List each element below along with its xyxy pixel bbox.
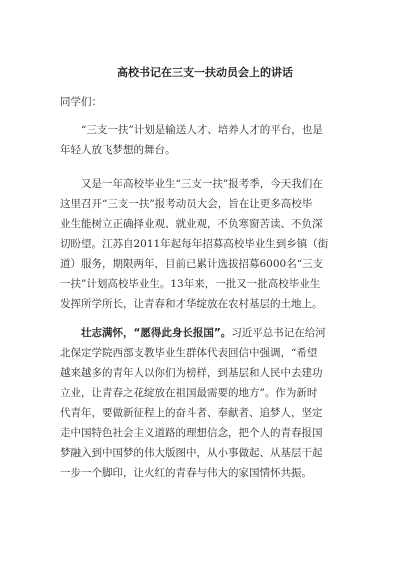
paragraph-line: 梦融入到中国梦的伟大版图中，从小事做起、从基层干起 (60, 447, 323, 459)
paragraph-lead-heading: 壮志满怀，“愿得此身长报国”。 (60, 327, 232, 339)
paragraph-line: 立业，让青春之花绽放在祖国最需要的地方”。作为新时 (60, 387, 318, 399)
paragraph-line (60, 323, 352, 343)
paragraph-line: 发挥所学所长，让青春和才华绽放在农村基层的土地上。 (60, 298, 323, 310)
paragraph-line: 一扶”计划高校毕业生。13年来，一批又一批高校毕业生 (60, 278, 321, 290)
paragraph-line: 代青年，要做新征程上的奋斗者、奉献者、追梦人，坚定 (60, 407, 323, 419)
paragraph-line: 切盼望。江苏自2011年起每年招募高校毕业生到乡镇（街 (60, 238, 329, 250)
paragraph-line: 北保定学院西部支教毕业生群体代表回信中强调，“希望 (60, 347, 318, 359)
salutation: 同学们： (60, 96, 102, 108)
paragraph-3 (60, 323, 352, 483)
paragraph-line: 一步一个脚印，让火红的青春与伟大的家国情怀共振。 (60, 467, 312, 479)
paragraph-line: “三支一扶”计划是输送人才、培养人才的平台，也是 (60, 124, 323, 136)
paragraph-2 (60, 174, 352, 314)
paragraph-line: 道）服务，期限两年，目前已累计选拔招募6000名“三支 (60, 258, 324, 270)
paragraph-line: 又是一年高校毕业生“三支一扶”报考季，今天我们在 (60, 178, 323, 190)
paragraph-line: 越来越多的青年人以你们为榜样，到基层和人民中去建功 (60, 367, 323, 379)
paragraph-line: 业生能树立正确择业观、就业观，不负寒窗苦读、不负深 (60, 218, 323, 230)
paragraph-line: 走中国特色社会主义道路的理想信念，把个人的青春报国 (60, 427, 323, 439)
paragraph-line: 这里召开“三支一扶”报考动员大会，旨在让更多高校毕 (60, 198, 313, 210)
document-title: 高校书记在三支一扶动员会上的讲话 (117, 66, 293, 79)
paragraph-1 (60, 120, 352, 160)
paragraph-lead-rest: 习近平总书记在给河 (231, 327, 326, 339)
paragraph-line: 年轻人放飞梦想的舞台。 (60, 144, 176, 156)
